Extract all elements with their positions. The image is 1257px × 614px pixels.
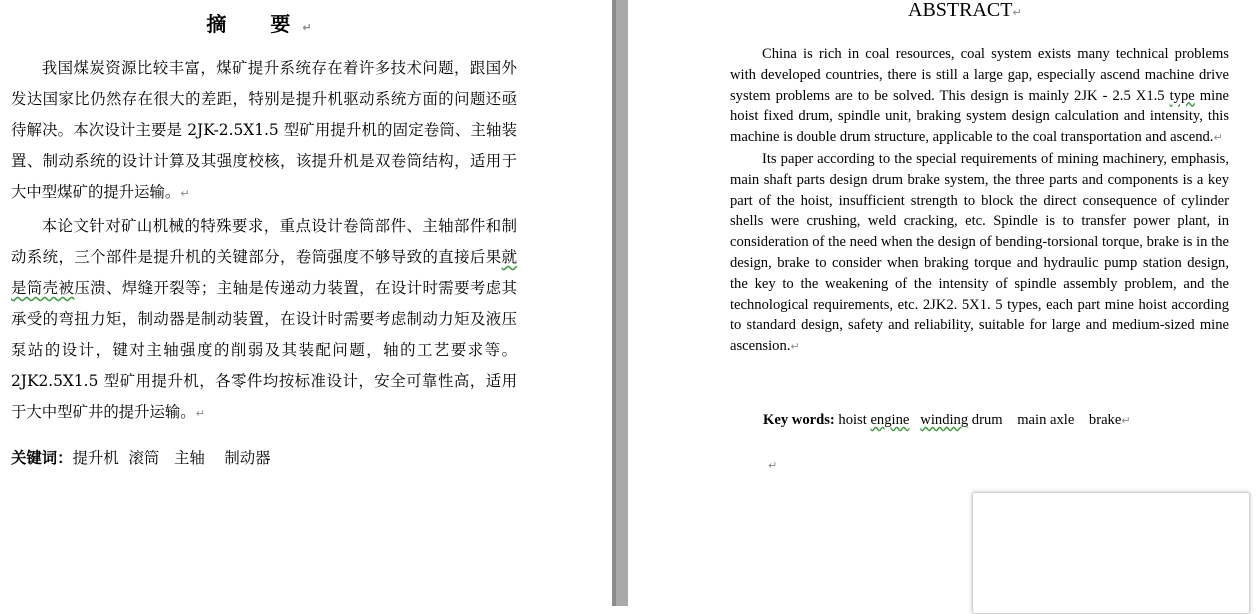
empty-paragraph[interactable] [768, 454, 777, 473]
grammar-flagged-text[interactable]: type [1169, 87, 1195, 104]
paragraph-mark: ↵ [790, 340, 800, 354]
chinese-paragraph-1[interactable] [11, 53, 517, 209]
paragraph-text: Its paper according to the special requirements of mining machinery, emphasis, main shaft parts design drum brake system, the three parts and components is a key part of the hoist, insufficient strength to block the direct consequence of cylinder shells were crushing, weld cracking, etc. Spindle is to transfer power plant, in consideration of the need when the design of bending-torsional torque, brake is in the design, brake to consider when braking torque and hydraulic pump station design, the key to the weakening of the intensity of spindle assembly problem, and the technological requirements, etc. 2JK2. 5X1. 5 types, each part mine hoist according to standard design, safety and reliability, suitable for large and medium-sized mine ascension. [730, 150, 1229, 355]
keywords-text: 提升机 滚筒 主轴 制动器 [72, 449, 271, 467]
paragraph-text: China is rich in coal resources, coal system exists many technical problems with developed countries, there is still a large gap, especially ascend machine drive system problems are to be solved. This design is mainly 2JK - 2.5 X1.5 [730, 46, 1229, 104]
paragraph-mark: ↵ [1012, 6, 1022, 19]
chinese-paragraph-2[interactable] [11, 211, 517, 429]
paragraph-mark: ↵ [1213, 131, 1223, 145]
paragraph-mark: ↵ [1121, 414, 1131, 427]
paragraph-mark: ↵ [195, 407, 205, 420]
paragraph-mark: ↵ [302, 21, 324, 34]
keywords-text: hoist [834, 412, 871, 428]
paragraph-text: 本论文针对矿山机械的特殊要求，重点设计卷筒部件、主轴部件和制动系统，三个部件是提升机的关键部分，卷筒强度不够导致的直接后果 [11, 217, 517, 266]
right-document-page [628, 0, 1257, 606]
left-document-page [0, 0, 612, 606]
english-title-text: ABSTRACT [908, 0, 1013, 21]
paragraph-text: mine hoist fixed drum, spindle unit, braking system design calculation and intensity, this machine is double drum structure, applicable to the coal transportation and ascend. [730, 87, 1229, 146]
paragraph-mark: ↵ [180, 187, 190, 200]
grammar-flagged-text[interactable]: 就是筒壳被 [11, 248, 517, 297]
floating-popup-panel[interactable] [972, 492, 1250, 614]
keywords-text: drum main axle brake [968, 412, 1122, 428]
english-keywords-line[interactable] [763, 412, 1131, 429]
keywords-label: 关键词： [11, 449, 73, 467]
spellcheck-flagged-word[interactable]: winding [920, 412, 969, 428]
english-paragraph-1[interactable] [730, 44, 1229, 149]
chinese-title-text: 摘 要 [206, 12, 303, 36]
english-abstract-title [908, 0, 1022, 22]
page-gutter [612, 0, 628, 606]
paragraph-mark: ↵ [768, 459, 778, 472]
spellcheck-flagged-word[interactable]: engine [870, 412, 910, 428]
paragraph-text: 压溃、焊缝开裂等；主轴是传递动力装置，在设计时需要考虑其承受的弯扭力矩，制动器是制动装置，在设计时需要考虑制动力矩及液压泵站的设计，键对主轴强度的削弱及其装配问题，轴的工艺要求等。2JK2.5X1.5 型矿用提升机，各零件均按标准设计，安全可靠性高，适用于大中型矿井的提升运输。 [11, 279, 517, 421]
keywords-text [909, 412, 920, 428]
chinese-abstract-title [0, 8, 530, 37]
keywords-label: Key words: [763, 412, 835, 428]
paragraph-text: 我国煤炭资源比较丰富，煤矿提升系统存在着许多技术问题，跟国外发达国家比仍然存在很大的差距，特别是提升机驱动系统方面的问题还亟待解决。本次设计主要是 2JK-2.5X1.5 型矿用提升机的固定卷筒、主轴装置、制动系统的设计计算及其强度校核，该提升机是双卷筒结构，适用于大中型煤矿的提升运输。 [11, 59, 517, 201]
chinese-keywords-line[interactable] [11, 444, 517, 472]
chinese-abstract-body[interactable] [11, 53, 517, 429]
english-paragraph-2[interactable] [730, 149, 1229, 358]
gutter-shadow [612, 0, 616, 606]
english-abstract-body[interactable] [730, 44, 1229, 358]
